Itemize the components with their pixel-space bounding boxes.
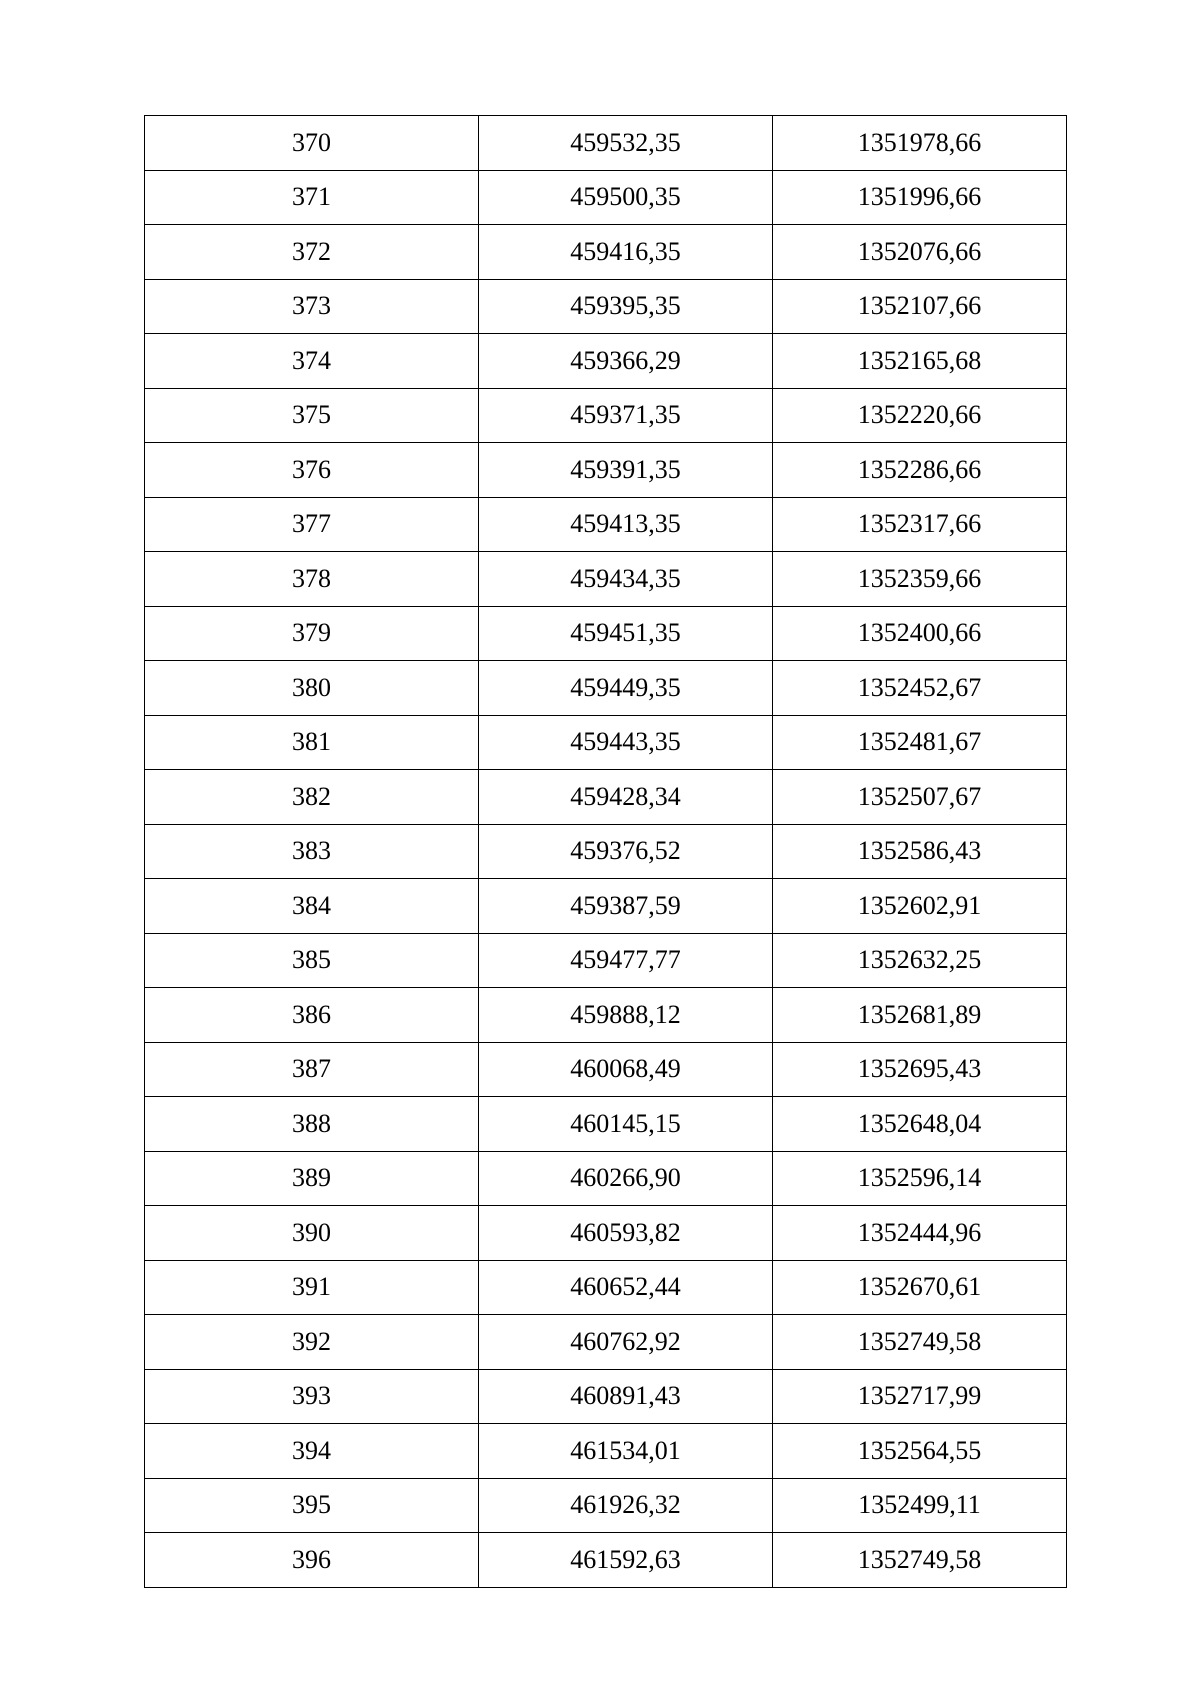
x-coordinate-cell: 459413,35 xyxy=(479,497,773,552)
y-coordinate-cell: 1352695,43 xyxy=(773,1042,1067,1097)
point-number-cell: 370 xyxy=(145,116,479,171)
table-row xyxy=(145,933,1067,988)
x-coordinate-cell: 460593,82 xyxy=(479,1206,773,1261)
table-row xyxy=(145,988,1067,1043)
table-row xyxy=(145,1260,1067,1315)
point-number-cell: 380 xyxy=(145,661,479,716)
point-number-cell: 389 xyxy=(145,1151,479,1206)
coordinates-table-body xyxy=(145,116,1067,1588)
table-row xyxy=(145,879,1067,934)
point-number-cell: 371 xyxy=(145,170,479,225)
point-number-cell: 373 xyxy=(145,279,479,334)
table-row xyxy=(145,1151,1067,1206)
x-coordinate-cell: 459395,35 xyxy=(479,279,773,334)
x-coordinate-cell: 459500,35 xyxy=(479,170,773,225)
y-coordinate-cell: 1352632,25 xyxy=(773,933,1067,988)
point-number-cell: 390 xyxy=(145,1206,479,1261)
x-coordinate-cell: 461926,32 xyxy=(479,1478,773,1533)
x-coordinate-cell: 459391,35 xyxy=(479,443,773,498)
point-number-cell: 376 xyxy=(145,443,479,498)
table-row xyxy=(145,824,1067,879)
y-coordinate-cell: 1352670,61 xyxy=(773,1260,1067,1315)
point-number-cell: 386 xyxy=(145,988,479,1043)
table-row xyxy=(145,116,1067,171)
y-coordinate-cell: 1351978,66 xyxy=(773,116,1067,171)
point-number-cell: 383 xyxy=(145,824,479,879)
x-coordinate-cell: 460068,49 xyxy=(479,1042,773,1097)
point-number-cell: 372 xyxy=(145,225,479,280)
y-coordinate-cell: 1352107,66 xyxy=(773,279,1067,334)
x-coordinate-cell: 460891,43 xyxy=(479,1369,773,1424)
y-coordinate-cell: 1352165,68 xyxy=(773,334,1067,389)
y-coordinate-cell: 1352586,43 xyxy=(773,824,1067,879)
x-coordinate-cell: 459477,77 xyxy=(479,933,773,988)
y-coordinate-cell: 1352681,89 xyxy=(773,988,1067,1043)
table-row xyxy=(145,1533,1067,1588)
table-row xyxy=(145,606,1067,661)
x-coordinate-cell: 459376,52 xyxy=(479,824,773,879)
point-number-cell: 388 xyxy=(145,1097,479,1152)
table-row xyxy=(145,715,1067,770)
y-coordinate-cell: 1352444,96 xyxy=(773,1206,1067,1261)
y-coordinate-cell: 1352602,91 xyxy=(773,879,1067,934)
x-coordinate-cell: 459428,34 xyxy=(479,770,773,825)
x-coordinate-cell: 459387,59 xyxy=(479,879,773,934)
point-number-cell: 396 xyxy=(145,1533,479,1588)
table-row xyxy=(145,334,1067,389)
table-row xyxy=(145,1424,1067,1479)
x-coordinate-cell: 460266,90 xyxy=(479,1151,773,1206)
y-coordinate-cell: 1352596,14 xyxy=(773,1151,1067,1206)
x-coordinate-cell: 461534,01 xyxy=(479,1424,773,1479)
y-coordinate-cell: 1352499,11 xyxy=(773,1478,1067,1533)
x-coordinate-cell: 460762,92 xyxy=(479,1315,773,1370)
coordinates-table xyxy=(144,115,1067,1588)
table-row xyxy=(145,1206,1067,1261)
point-number-cell: 392 xyxy=(145,1315,479,1370)
table-row xyxy=(145,225,1067,280)
x-coordinate-cell: 459416,35 xyxy=(479,225,773,280)
table-row xyxy=(145,1042,1067,1097)
point-number-cell: 393 xyxy=(145,1369,479,1424)
y-coordinate-cell: 1352400,66 xyxy=(773,606,1067,661)
y-coordinate-cell: 1352749,58 xyxy=(773,1315,1067,1370)
table-row xyxy=(145,552,1067,607)
point-number-cell: 395 xyxy=(145,1478,479,1533)
y-coordinate-cell: 1352717,99 xyxy=(773,1369,1067,1424)
point-number-cell: 387 xyxy=(145,1042,479,1097)
table-row xyxy=(145,770,1067,825)
y-coordinate-cell: 1352286,66 xyxy=(773,443,1067,498)
point-number-cell: 377 xyxy=(145,497,479,552)
table-row xyxy=(145,1315,1067,1370)
table-row xyxy=(145,1097,1067,1152)
y-coordinate-cell: 1352507,67 xyxy=(773,770,1067,825)
table-row xyxy=(145,170,1067,225)
table-row xyxy=(145,443,1067,498)
point-number-cell: 385 xyxy=(145,933,479,988)
y-coordinate-cell: 1352317,66 xyxy=(773,497,1067,552)
point-number-cell: 384 xyxy=(145,879,479,934)
y-coordinate-cell: 1352359,66 xyxy=(773,552,1067,607)
y-coordinate-cell: 1352749,58 xyxy=(773,1533,1067,1588)
point-number-cell: 381 xyxy=(145,715,479,770)
y-coordinate-cell: 1352648,04 xyxy=(773,1097,1067,1152)
y-coordinate-cell: 1352564,55 xyxy=(773,1424,1067,1479)
x-coordinate-cell: 459532,35 xyxy=(479,116,773,171)
y-coordinate-cell: 1352220,66 xyxy=(773,388,1067,443)
point-number-cell: 382 xyxy=(145,770,479,825)
x-coordinate-cell: 459888,12 xyxy=(479,988,773,1043)
point-number-cell: 394 xyxy=(145,1424,479,1479)
y-coordinate-cell: 1352452,67 xyxy=(773,661,1067,716)
table-row xyxy=(145,1369,1067,1424)
table-row xyxy=(145,388,1067,443)
table-row xyxy=(145,1478,1067,1533)
table-row xyxy=(145,279,1067,334)
y-coordinate-cell: 1352076,66 xyxy=(773,225,1067,280)
table-row xyxy=(145,661,1067,716)
y-coordinate-cell: 1352481,67 xyxy=(773,715,1067,770)
x-coordinate-cell: 459449,35 xyxy=(479,661,773,716)
point-number-cell: 378 xyxy=(145,552,479,607)
x-coordinate-cell: 461592,63 xyxy=(479,1533,773,1588)
table-row xyxy=(145,497,1067,552)
point-number-cell: 374 xyxy=(145,334,479,389)
point-number-cell: 375 xyxy=(145,388,479,443)
x-coordinate-cell: 459451,35 xyxy=(479,606,773,661)
point-number-cell: 391 xyxy=(145,1260,479,1315)
x-coordinate-cell: 459371,35 xyxy=(479,388,773,443)
x-coordinate-cell: 459434,35 xyxy=(479,552,773,607)
y-coordinate-cell: 1351996,66 xyxy=(773,170,1067,225)
x-coordinate-cell: 459366,29 xyxy=(479,334,773,389)
point-number-cell: 379 xyxy=(145,606,479,661)
x-coordinate-cell: 460145,15 xyxy=(479,1097,773,1152)
x-coordinate-cell: 459443,35 xyxy=(479,715,773,770)
x-coordinate-cell: 460652,44 xyxy=(479,1260,773,1315)
